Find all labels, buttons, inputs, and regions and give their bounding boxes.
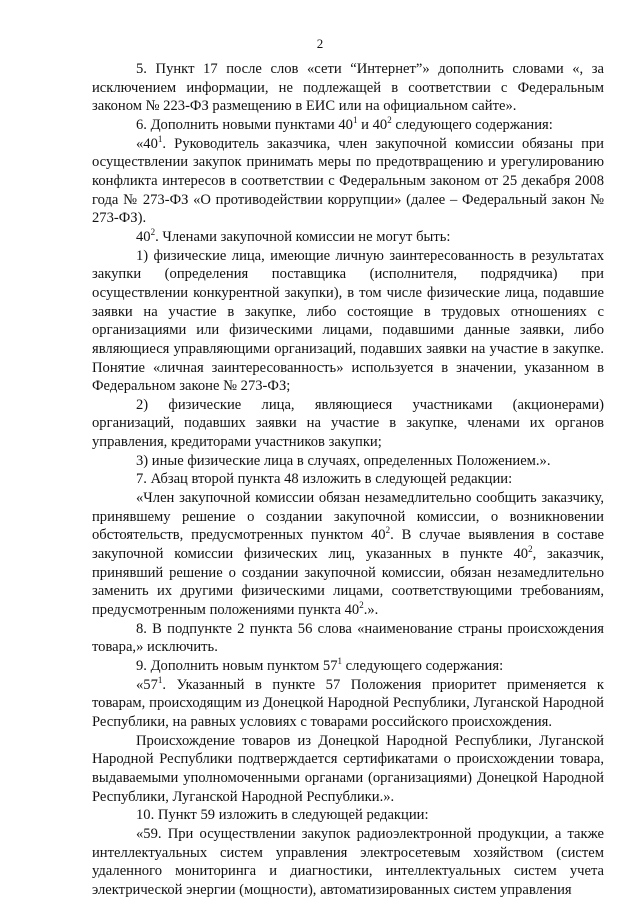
text-run: 7. Абзац второй пункта 48 изложить в следующей редакции:: [136, 471, 513, 488]
paragraph-subitem-2: [92, 396, 604, 452]
superscript: 1: [157, 674, 163, 685]
text-run: следующего содержания:: [391, 116, 553, 133]
paragraph-quote-48: [92, 489, 604, 620]
paragraph-point-40-1: [92, 135, 604, 228]
paragraph-point-40-2: [92, 228, 604, 247]
text-run: . Членами закупочной комиссии не могут быть:: [155, 228, 451, 245]
paragraph-subitem-1: [92, 247, 604, 396]
paragraph-item-5: [92, 60, 604, 116]
text-run: 40: [136, 228, 151, 245]
text-run: 9. Дополнить новым пунктом 57: [136, 658, 338, 674]
paragraph-origin: [92, 732, 604, 807]
text-run: . В случае выявления в составе закупочной комиссии физических лиц, указанных в пункте 40: [92, 527, 604, 563]
text-run: 10. Пункт 59 изложить в следующей редакции:: [136, 807, 429, 824]
text-run: «59. При осуществлении закупок радиоэлектронной продукции, а также интеллектуальных систем управления электросетевым хозяйством (систем удаленного мониторинга и диагностики, интеллектуальных систем учета электрической энергии (мощности), автоматизированных систем управления: [92, 825, 604, 898]
text-run: , заказчик, принявший решение о создании закупочной комиссии, обязан незамедлительно заменить их другими физическими лицами, соответствующими требованиям, предусмотренным положениями пункта 40: [92, 546, 604, 619]
text-run: Происхождение товаров из Донецкой Народной Республики, Луганской Народной Республики подтверждается сертификатами о происхождении товара, выдаваемыми уполномоченными органами (организациями) Донецкой Народной Республики, Луганской Народной Республики.».: [92, 732, 604, 805]
text-run: 8. В подпункте 2 пункта 56 слова «наименование страны происхождения товара,» исключить.: [92, 620, 604, 656]
text-run: 3) иные физические лица в случаях, определенных Положением.».: [136, 452, 551, 469]
text-run: 6. Дополнить новыми пунктами 40: [136, 116, 353, 133]
superscript: 1: [352, 115, 358, 126]
paragraph-item-7: [92, 470, 604, 489]
text-run: «40: [136, 135, 158, 152]
text-run: следующего содержания:: [342, 658, 504, 674]
text-run: «Член закупочной комиссии обязан незамедлительно сообщить заказчику, принявшему решение о создании закупочной комиссии, о возникновении обстоятельств, предусмотренных пунктом 40: [92, 490, 604, 544]
paragraph-point-57-1: [92, 676, 604, 732]
superscript: 2: [385, 525, 391, 536]
paragraph-subitem-3: [92, 452, 604, 471]
superscript: 2: [150, 227, 156, 238]
paragraph-item-9: [92, 657, 604, 676]
text-run: и 40: [357, 116, 388, 133]
document-body: [92, 60, 604, 900]
text-run: .».: [363, 602, 379, 619]
superscript: 1: [157, 133, 163, 144]
text-run: . Руководитель заказчика, член закупочной комиссии обязаны при осуществлении закупок принимать меры по предотвращению и урегулированию конфликта интересов в соответствии с Федеральным законом от 25 декабря 2008 года № 273-ФЗ «О противодействии коррупции» (далее – Федеральный закон № 273-ФЗ).: [92, 135, 604, 227]
superscript: 2: [387, 115, 392, 126]
paragraph-item-6: [92, 116, 604, 135]
text-run: . Указанный в пункте 57 Положения приоритет применяется к товарам, происходящим из Донецкой Народной Республики, Луганской Народной Республики, на равных условиях с товарами российского происхождения.: [92, 676, 604, 730]
text-run: 5. Пункт 17 после слов «сети “Интернет”» дополнить словами «, за исключением информации, не подлежащей в соответствии с Федеральным законом № 223-ФЗ размещению в ЕИС или на официальном сайте».: [92, 61, 604, 115]
paragraph-item-8: [92, 620, 604, 657]
text-run: «57: [136, 676, 158, 693]
text-run: 2) физические лица, являющиеся участниками (акционерами) организаций, подавших заявки на участие в закупке, членами их органов управления, кредиторами участников закупки;: [92, 396, 604, 451]
text-run: 1) физические лица, имеющие личную заинтересованность в результатах закупки (определения поставщика (исполнителя, подрядчика) при осуществлении конкурентной закупки), в том числе физические лица, подавшие заявки на участие в закупке, либо состоящие в трудовых отношениях с организациями или физическими лицами, подавшими данные заявки, либо являющиеся управляющими организаций, подавших заявки на участие в закупке. Понятие «личная заинтересованность» используется в значении, указанном в Федеральном законе № 273-ФЗ;: [92, 247, 604, 395]
paragraph-point-59: [92, 825, 604, 900]
superscript: 1: [337, 656, 343, 667]
superscript: 2: [359, 600, 364, 611]
paragraph-item-10: [92, 806, 604, 825]
superscript: 2: [528, 544, 533, 555]
page-number: 2: [316, 36, 324, 51]
